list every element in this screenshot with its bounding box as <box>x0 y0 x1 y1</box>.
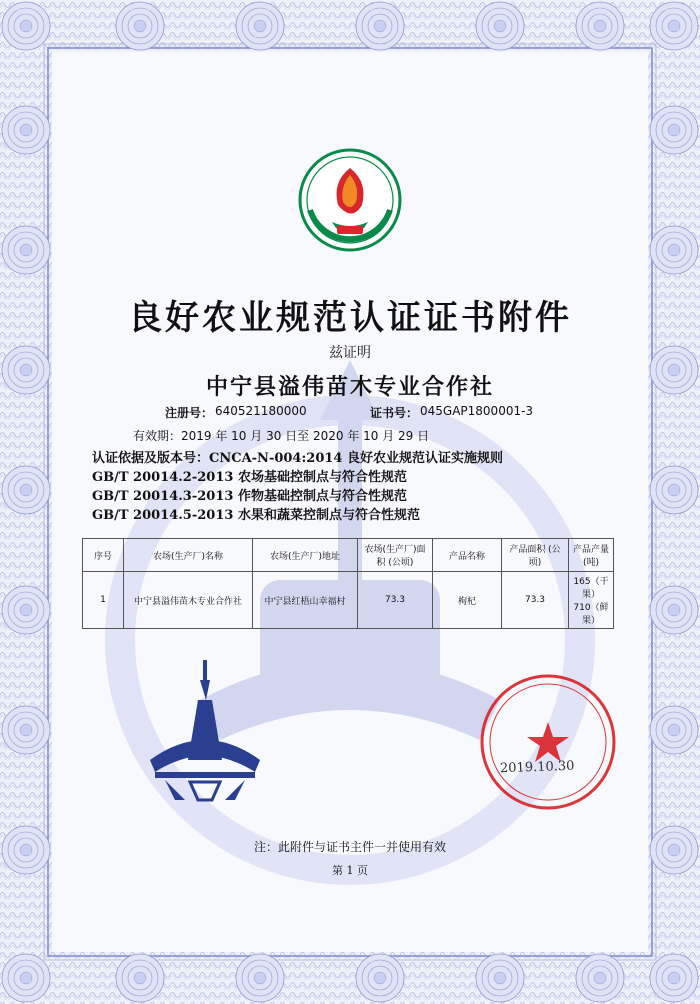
company-name: 中宁县溢伟苗木专业合作社 <box>205 375 494 400</box>
col-header: 产品名称 <box>433 539 502 572</box>
standard-line: GB/T 20014.5-2013 水果和蔬菜控制点与符合性规范 <box>92 508 420 523</box>
registration-number: 640521180000 <box>215 404 307 418</box>
table-row <box>83 572 614 629</box>
col-header: 农场(生产厂)地址 <box>253 539 358 572</box>
products-table <box>82 538 614 629</box>
cell-product-name: 枸杞 <box>433 572 502 629</box>
document-title: 良好农业规范认证证书附件 <box>128 298 572 338</box>
standard-line: GB/T 20014.2-2013 农场基础控制点与符合性规范 <box>92 470 407 485</box>
page-number: 第 1 页 <box>332 864 368 877</box>
validity-period: 有效期：2019 年 10 月 30 日至 2020 年 10 月 29 日 <box>133 429 430 443</box>
yield-fresh: 710（鲜果） <box>573 603 609 626</box>
standard-line: GB/T 20014.3-2013 作物基础控制点与符合性规范 <box>92 489 407 504</box>
col-header: 产品产量(吨) <box>569 539 614 572</box>
cell-farm-address: 中宁县红梧山幸福村 <box>253 572 358 629</box>
col-header: 农场(生产厂)名称 <box>124 539 253 572</box>
cell-farm-name: 中宁县溢伟苗木专业合作社 <box>124 572 253 629</box>
certificate-number: 045GAP1800001-3 <box>420 404 534 418</box>
table-header-row <box>83 539 614 572</box>
yield-dried: 165（干果） <box>573 577 609 600</box>
gap-logo-icon <box>300 150 400 250</box>
col-header: 农场(生产厂)面积 (公顷) <box>358 539 433 572</box>
certification-basis: 认证依据及版本号：CNCA-N-004:2014 良好农业规范认证实施规则 <box>92 451 503 466</box>
registration-label: 注册号： <box>165 406 214 420</box>
cell-no: 1 <box>83 572 124 629</box>
cell-yield <box>569 572 614 629</box>
footnote: 注：此附件与证书主件一并使用有效 <box>253 840 446 854</box>
col-header: 序号 <box>83 539 124 572</box>
seal-date: 2019.10.30 <box>499 758 575 777</box>
certificate-label: 证书号： <box>370 406 419 420</box>
col-header: 产品面积 (公顷) <box>502 539 569 572</box>
certify-phrase: 兹证明 <box>329 345 371 361</box>
cell-product-area: 73.3 <box>502 572 569 629</box>
cell-farm-area: 73.3 <box>358 572 433 629</box>
